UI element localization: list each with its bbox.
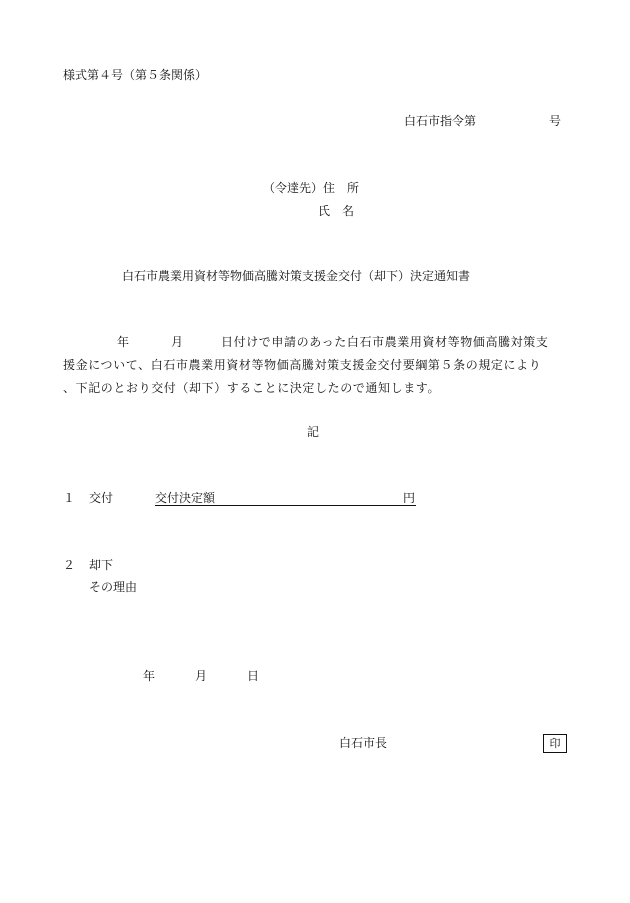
body-line-3: 、下記のとおり交付（却下）することに決定したので通知します。 [63, 381, 441, 395]
issuer-name: 白石市長 [339, 736, 388, 750]
seal-box: 印 [543, 734, 567, 753]
document-title: 白石市農業用資材等物価高騰対策支援金交付（却下）決定通知書 [122, 269, 471, 283]
item2-label: 却下 [89, 558, 114, 572]
doc-number-suffix: 号 [549, 114, 562, 128]
item1-field-label: 交付決定額 [155, 491, 216, 505]
ki-heading: 記 [307, 425, 320, 439]
body-line-1: 日付けで申請のあった白石市農業用資材等物価高騰対策支 [221, 335, 549, 349]
recipient-address-label: （令達先）住 所 [263, 181, 360, 195]
item1-label: 交付 [89, 491, 114, 505]
date-day: 日 [247, 669, 260, 683]
item2-reason-label: その理由 [89, 580, 138, 594]
item1-number: １ [63, 491, 76, 505]
body-date-month: 月 [171, 335, 184, 349]
body-line-2: 援金について、白石市農業用資材等物価高騰対策支援金交付要綱第５条の規定により [63, 358, 542, 372]
doc-number-prefix: 白石市指令第 [404, 114, 477, 128]
date-year: 年 [143, 669, 156, 683]
form-label: 様式第４号（第５条関係） [63, 68, 208, 82]
body-date-year: 年 [117, 335, 130, 349]
item2-number: ２ [63, 558, 76, 572]
recipient-name-label: 氏 名 [318, 204, 355, 218]
date-month: 月 [195, 669, 208, 683]
item1-unit: 円 [403, 491, 416, 505]
